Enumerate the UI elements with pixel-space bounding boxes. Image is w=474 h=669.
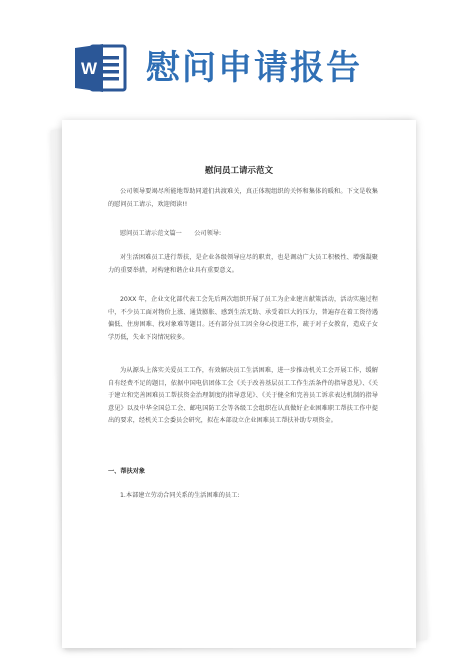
salutation-paragraph: 慰问员工请示范文篇一 公司领导: <box>120 230 222 237</box>
intro-paragraph: 公司领导要竭尽所能地帮助同道们共渡难关，真正体现组织的关怀和集体的暖和。下文是收集的慰问员工请示，欢迎阅读!! <box>108 188 378 208</box>
paragraph-proposal: 为从源头上落实关爱员工工作，有效解决员工生活困难，进一步推动机关工会开展工作，缓解自有经费不足的题目，依据中国电信团体工会《关于改善基层员工工作生活条件的指导意见》、《关于建立和完善困难员工帮扶资金治理制度的指导意见》、《关于健全和完善员工诉求表达机制的指导意见》以及中华全国总工会、邮电国防工会等各级工会组织在认真做好企业困难职工帮扶工作中提出的要求，经机关工会委员会研究，拟在本部设立企业困难员工帮扶补助专项资金。 <box>108 367 378 424</box>
word-document-icon <box>73 40 129 96</box>
paragraph-background: 20XX 年，企业文化部代表工会先后两次组织开展了员工为企业建言献策活动，活动实施过程中，不少员工面对物价上涨、通货膨胀、感到生活无助、承受着巨大的压力，普遍存在着工资待遇偏低、住房困难、找对象难等题目。还有部分员工因全身心投进工作，疏于对子女教育，造成子女学历低，失业下岗情况较多。 <box>108 296 378 341</box>
document-title: 慰问员工请示范文 <box>204 166 273 176</box>
paragraph-purpose: 对生活困难员工进行帮扶，是企业各级领导应尽的职责，也是调动广大员工积极性、增强凝聚力的重要举措，对构建和谐企业具有重要意义。 <box>108 254 378 274</box>
page-title: 慰问申请报告 <box>146 48 362 88</box>
svg-text:W: W <box>80 59 98 78</box>
header <box>0 0 474 110</box>
document-page <box>62 120 416 648</box>
section-heading-assistance-targets: 一、帮扶对象 <box>108 468 146 475</box>
paragraph-eligibility: 1.本部建立劳动合同关系的生活困难的员工: <box>120 492 240 499</box>
